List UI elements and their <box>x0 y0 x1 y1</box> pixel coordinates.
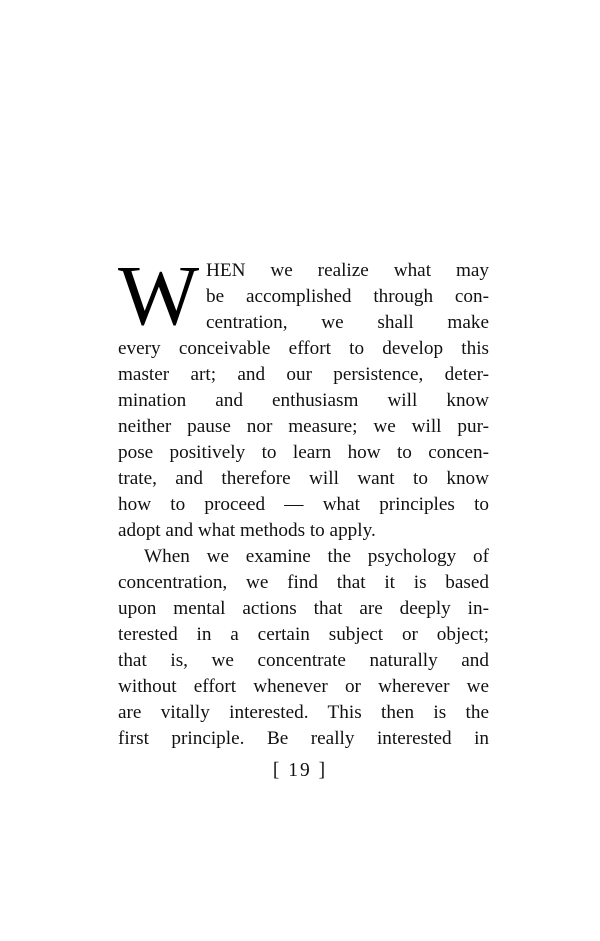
text-line: HEN we realize what may <box>206 260 489 281</box>
text-line: how to proceed — what principles to <box>118 494 489 515</box>
text-line: adopt and what methods to apply. <box>118 520 376 541</box>
text-line: terested in a certain subject or object; <box>118 624 489 645</box>
body-text <box>118 247 489 752</box>
text-line: neither pause nor measure; we will pur- <box>118 416 489 437</box>
text-line: be accomplished through con- <box>206 286 489 307</box>
text-line: without effort whenever or wherever we <box>118 676 489 697</box>
page-number: [ 19 ] <box>272 760 328 781</box>
text-line: that is, we concentrate naturally and <box>118 650 489 671</box>
text-line: concentration, we find that it is based <box>118 572 489 593</box>
text-line: master art; and our persistence, deter- <box>118 364 489 385</box>
drop-cap: W <box>118 247 200 343</box>
text-line: are vitally interested. This then is the <box>118 702 489 723</box>
text-line: every conceivable effort to develop this <box>118 338 489 359</box>
text-line: first principle. Be really interested in <box>118 728 489 749</box>
text-line: trate, and therefore will want to know <box>118 468 489 489</box>
text-line: pose positively to learn how to concen- <box>118 442 489 463</box>
text-line: When we examine the psychology of <box>144 546 489 567</box>
paragraph-2 <box>118 544 489 752</box>
text-line: upon mental actions that are deeply in- <box>118 598 489 619</box>
text-line: centration, we shall make <box>206 312 489 333</box>
text-line: mination and enthusiasm will know <box>118 390 489 411</box>
